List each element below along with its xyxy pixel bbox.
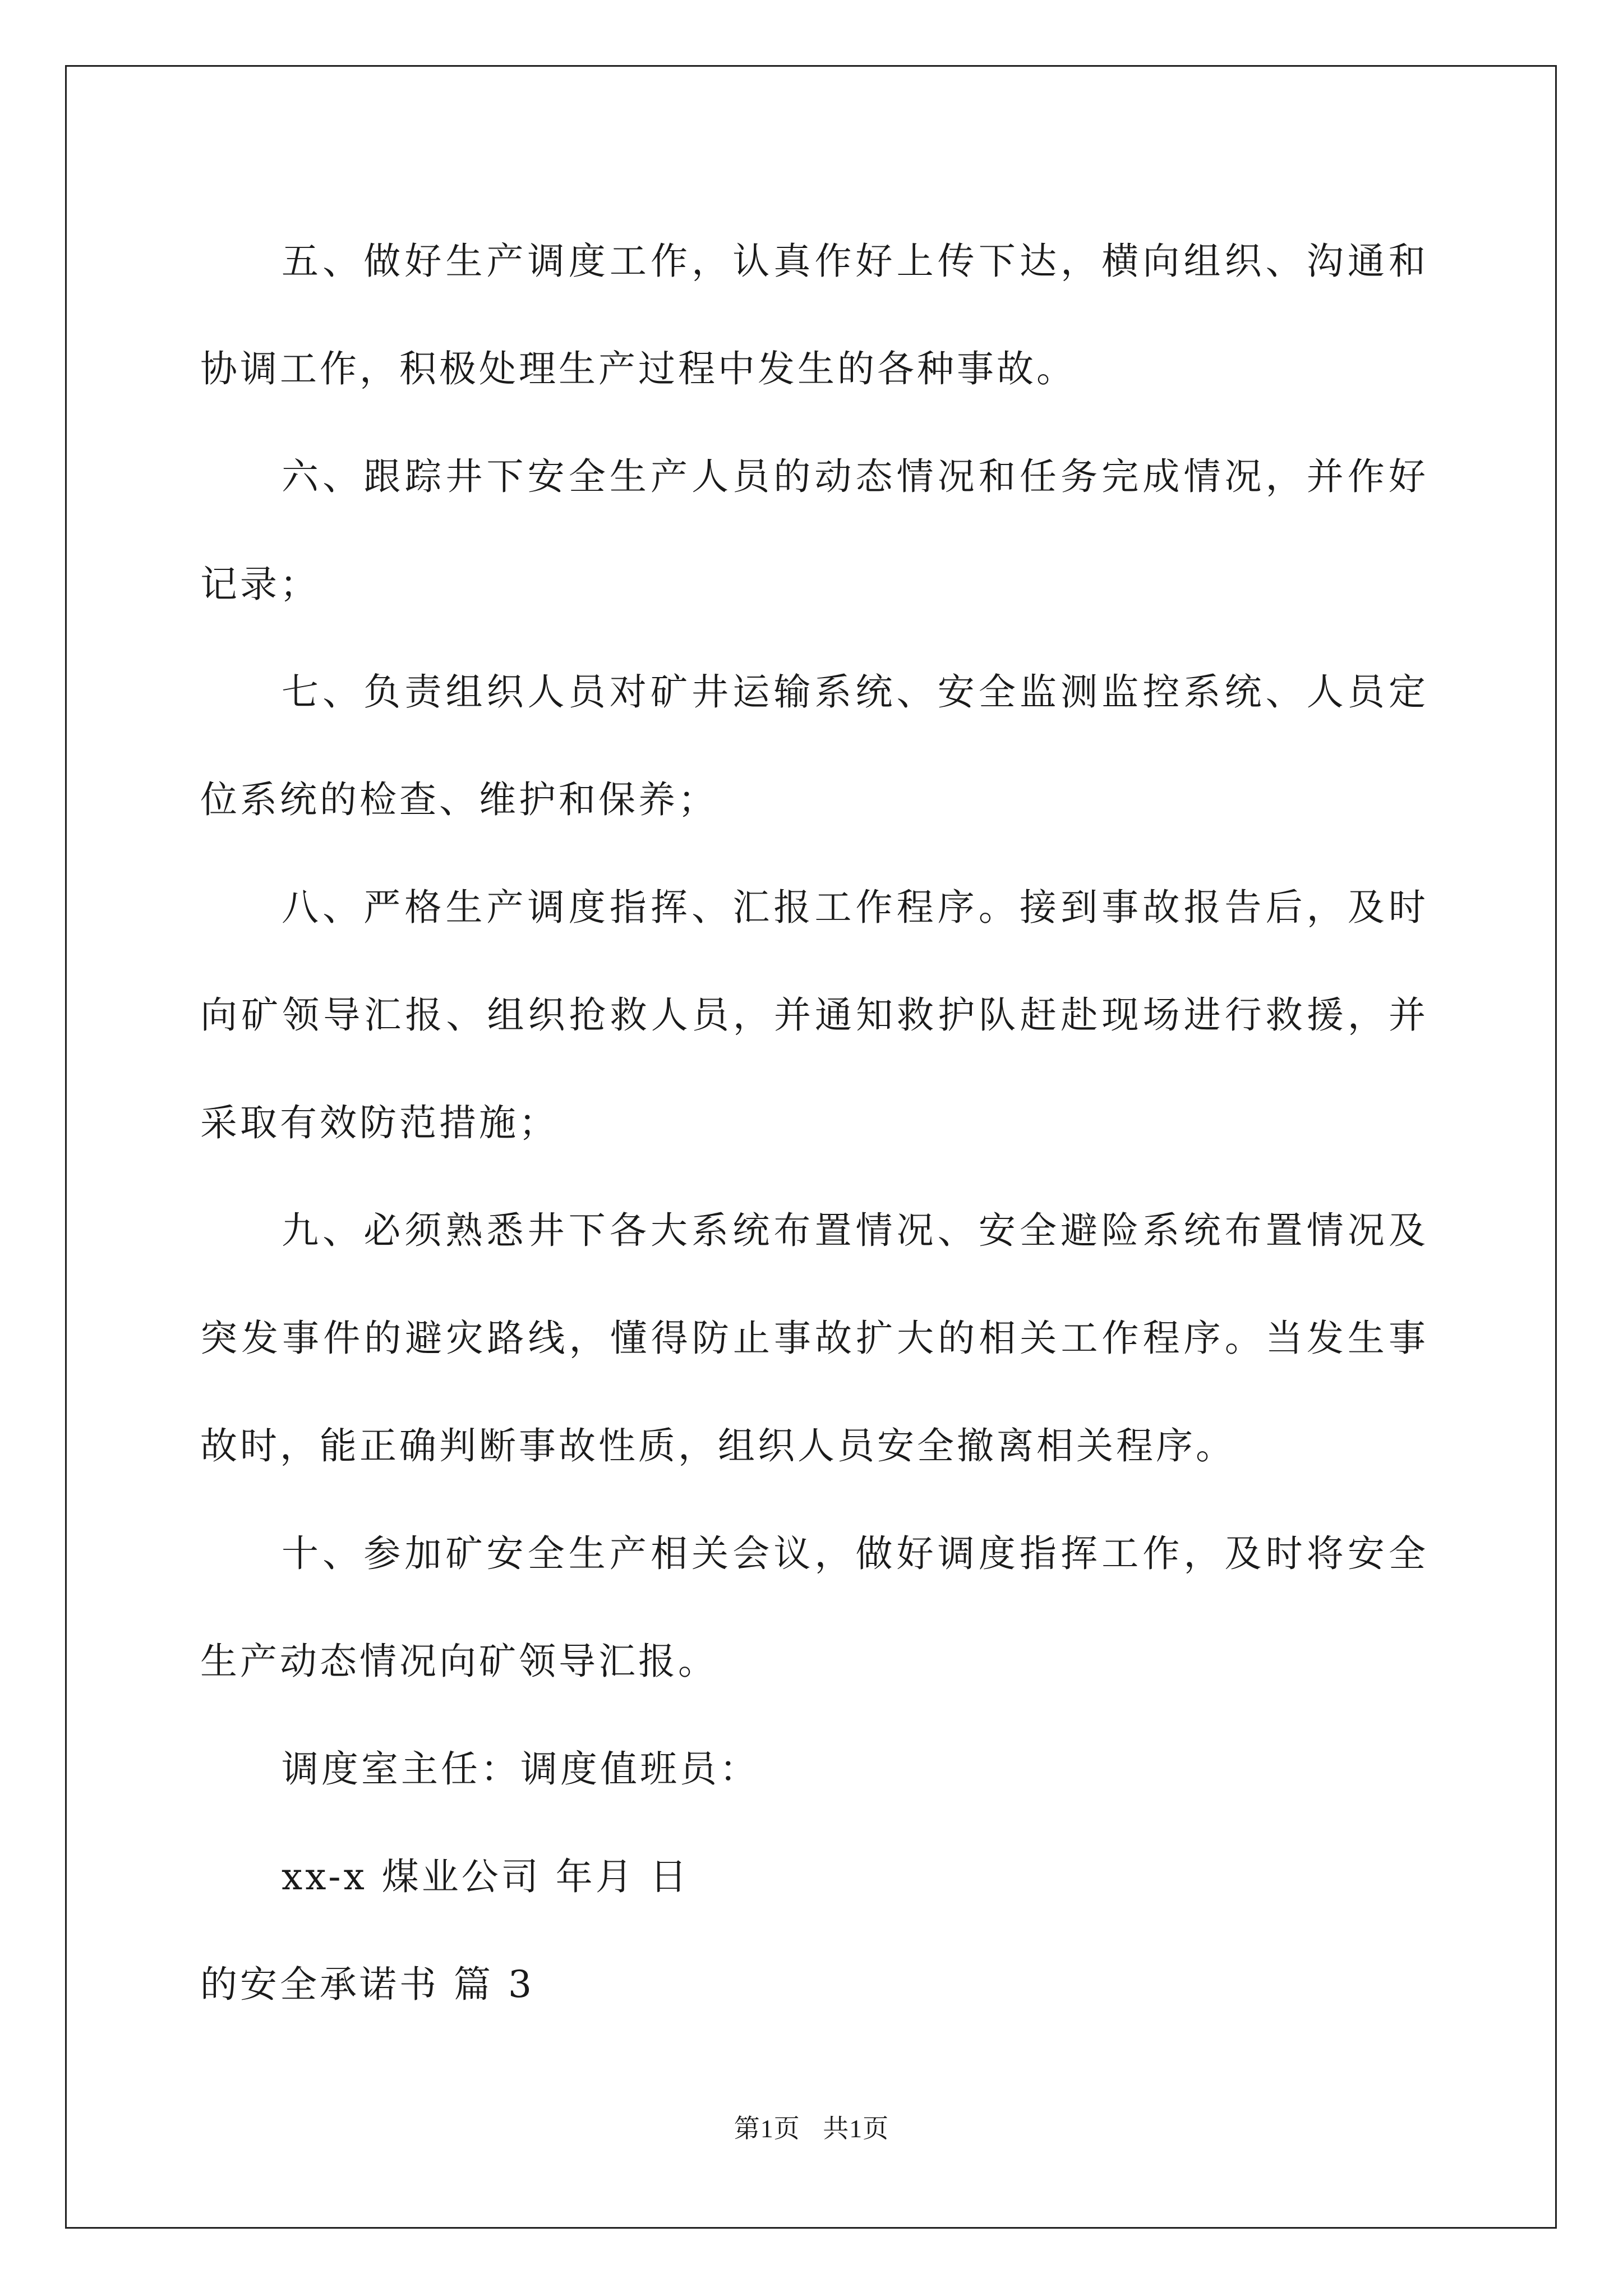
company-date-line: xx-x 煤业公司 年月 日 bbox=[282, 1855, 690, 1898]
paragraph-item-7: 七、负责组织人员对矿井运输系统、安全监测监控系统、人员定位系统的检查、维护和保养； bbox=[200, 670, 1428, 821]
document-body bbox=[200, 208, 1428, 2039]
section-heading: 的安全承诺书 篇 3 bbox=[200, 1963, 534, 2006]
signature-line: 调度室主任：调度值班员： bbox=[282, 1747, 759, 1791]
page-footer bbox=[0, 2108, 1623, 2145]
paragraph-item-10: 十、参加矿安全生产相关会议，做好调度指挥工作，及时将安全生产动态情况向矿领导汇报。 bbox=[200, 1532, 1428, 1683]
page-number-total: 共1页 bbox=[823, 2114, 889, 2143]
paragraph-item-9: 九、必须熟悉井下各大系统布置情况、安全避险系统布置情况及突发事件的避灾路线，懂得防止事故扩大的相关工作程序。当发生事故时，能正确判断事故性质，组织人员安全撤离相关程序。 bbox=[200, 1209, 1428, 1467]
paragraph-item-8: 八、严格生产调度指挥、汇报工作程序。接到事故报告后，及时向矿领导汇报、组织抢救人员，并通知救护队赶赴现场进行救援，并采取有效防范措施； bbox=[200, 886, 1428, 1144]
paragraph-item-5: 五、做好生产调度工作，认真作好上传下达，横向组织、沟通和协调工作，积极处理生产过程中发生的各种事故。 bbox=[200, 240, 1428, 390]
page-number-current: 第1页 bbox=[734, 2114, 800, 2143]
paragraph-item-6: 六、跟踪井下安全生产人员的动态情况和任务完成情况，并作好记录； bbox=[200, 455, 1428, 606]
